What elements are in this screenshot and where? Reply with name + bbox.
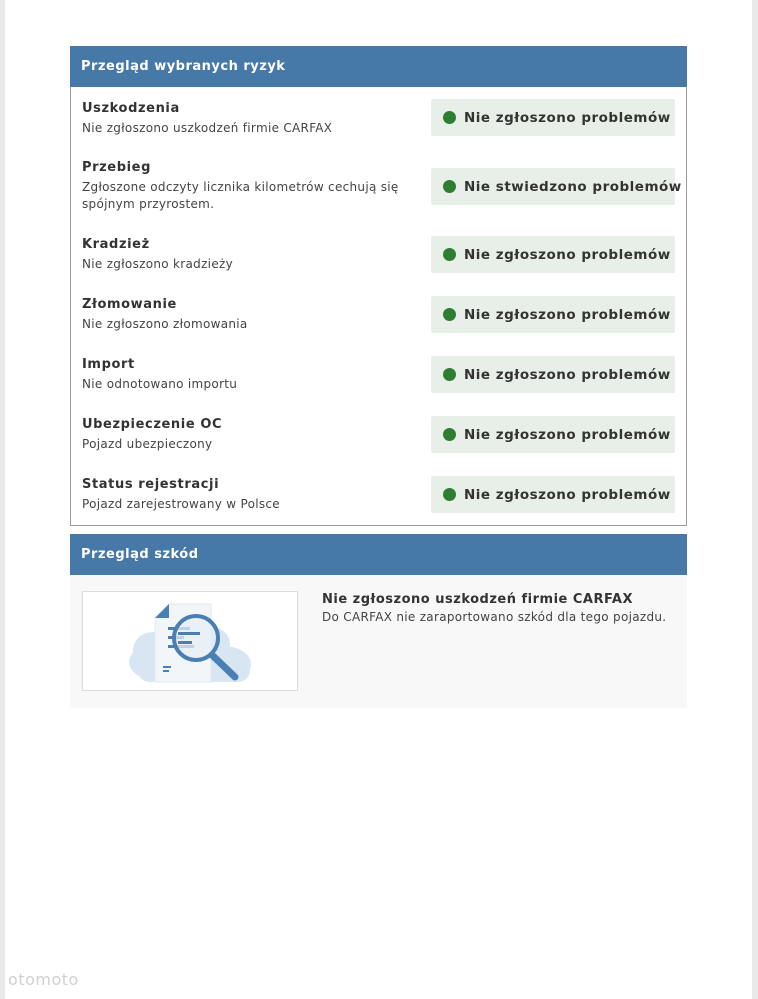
risk-title: Status rejestracji (82, 477, 220, 492)
status-ok-dot-icon (443, 488, 456, 501)
risks-section-title: Przegląd wybranych ryzyk (81, 59, 286, 74)
status-badge (431, 168, 682, 205)
damage-section-title: Przegląd szkód (81, 547, 199, 562)
risk-description: Nie odnotowano importu (82, 377, 238, 391)
risk-title: Import (82, 357, 135, 372)
risk-title: Przebieg (82, 160, 152, 175)
status-text: Nie zgłoszono problemów (464, 426, 671, 443)
status-badge (431, 416, 675, 453)
report-page (5, 0, 752, 999)
damage-result-description: Do CARFAX nie zaraportowano szkód dla tego pojazdu. (322, 610, 667, 624)
risk-description: Pojazd zarejestrowany w Polsce (82, 497, 280, 511)
illustration-frame (82, 591, 298, 691)
risk-description: Pojazd ubezpieczony (82, 437, 213, 451)
risk-description: Zgłoszone odczyty licznika kilometrów cechują się spójnym przyrostem. (82, 180, 399, 211)
status-text: Nie zgłoszono problemów (464, 366, 671, 383)
status-ok-dot-icon (443, 428, 456, 441)
risk-title: Kradzież (82, 237, 150, 252)
status-text: Nie zgłoszono problemów (464, 486, 671, 503)
risk-description: Nie zgłoszono uszkodzeń firmie CARFAX (82, 121, 333, 135)
status-ok-dot-icon (443, 308, 456, 321)
status-ok-dot-icon (443, 180, 456, 193)
risk-description: Nie zgłoszono złomowania (82, 317, 248, 331)
status-ok-dot-icon (443, 111, 456, 124)
risk-description: Nie zgłoszono kradzieży (82, 257, 233, 271)
risk-title: Złomowanie (82, 297, 177, 312)
damage-result-title: Nie zgłoszono uszkodzeń firmie CARFAX (322, 592, 633, 607)
status-badge (431, 356, 675, 393)
watermark: otomoto (8, 970, 79, 989)
status-ok-dot-icon (443, 368, 456, 381)
risk-title: Ubezpieczenie OC (82, 417, 223, 432)
status-badge (431, 296, 675, 333)
risk-title: Uszkodzenia (82, 101, 180, 116)
status-badge (431, 476, 675, 513)
risks-section-header (70, 46, 687, 87)
risks-list (70, 87, 687, 526)
status-badge (431, 99, 675, 136)
status-text: Nie zgłoszono problemów (464, 306, 671, 323)
damage-section-body (70, 575, 687, 708)
status-text: Nie zgłoszono problemów (464, 109, 671, 126)
status-text: Nie zgłoszono problemów (464, 246, 671, 263)
status-text: Nie stwiedzono problemów (464, 178, 682, 195)
document-magnifier-icon (83, 592, 297, 690)
status-badge (431, 236, 675, 273)
damage-section-header (70, 534, 687, 575)
status-ok-dot-icon (443, 248, 456, 261)
